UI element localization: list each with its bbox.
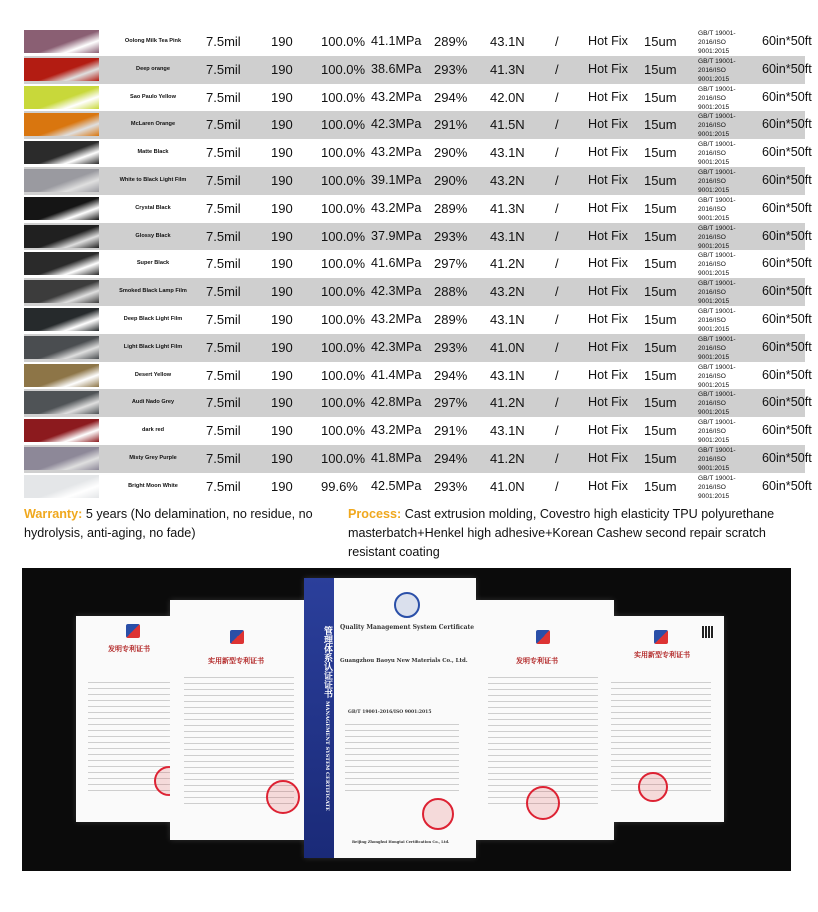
roll-size-cell: 60in*50ft [762,89,812,104]
elongation-cell: 289% [434,34,468,49]
density-cell: 190 [271,228,293,244]
table-row [24,362,812,390]
table-row [24,223,812,251]
separator-cell: / [555,145,559,161]
red-seal-icon [266,780,300,814]
certificate-company: Guangzhou Baoyu New Materials Co., Ltd. [340,658,468,664]
warranty-text: 5 years (No delamination, no residue, no hydrolysis, anti-aging, no fade) [24,507,313,540]
coverage-cell: 100.0% [321,117,366,133]
density-cell: 190 [271,61,293,77]
roll-size-cell: 60in*50ft [762,339,812,354]
roll-size-cell: 60in*50ft [762,172,812,187]
table-row [24,278,812,306]
standard-cell: GB/T 19001-2016/ISO 9001:2015 [698,363,736,389]
fix-type-cell: Hot Fix [588,367,628,382]
elongation-cell: 293% [434,339,468,355]
table-row [24,195,812,223]
tensile-strength-cell: 41.4MPa [371,367,422,382]
patent-office-logo-icon [654,630,668,644]
color-swatch [24,141,99,164]
separator-cell: / [555,228,559,244]
standard-cell: GB/T 19001-2016/ISO 9001:2015 [698,280,736,306]
red-seal-icon [526,786,560,820]
density-cell: 190 [271,172,293,188]
separator-cell: / [555,478,559,494]
separator-cell: / [555,172,559,188]
tensile-strength-cell: 41.1MPa [371,34,422,48]
color-swatch [24,197,99,220]
tensile-strength-cell: 41.6MPa [371,256,422,271]
elongation-cell: 289% [434,200,468,216]
peel-force-cell: 41.2N [490,256,525,272]
coverage-cell: 100.0% [321,367,366,383]
roll-size-cell: 60in*50ft [762,478,812,493]
fix-type-cell: Hot Fix [588,117,628,132]
coverage-cell: 100.0% [321,34,366,49]
peel-force-cell: 41.2N [490,395,525,411]
table-row [24,389,812,417]
product-name-cell: Glossy Black [135,232,171,239]
fix-type-cell: Hot Fix [588,395,628,410]
thickness-cell: 7.5mil [206,117,241,133]
coating-thickness-cell: 15um [644,228,677,244]
product-name-cell: Bright Moon White [128,482,178,489]
warranty-note [24,505,344,543]
invention-patent-certificate-right [474,600,614,840]
standard-cell: GB/T 19001-2016/ISO 9001:2015 [698,391,736,417]
coating-thickness-cell: 15um [644,311,677,327]
table-row [24,84,812,112]
standard-cell: GB/T 19001-2016/ISO 9001:2015 [698,307,736,333]
density-cell: 190 [271,395,293,411]
tensile-strength-cell: 37.9MPa [371,228,422,243]
thickness-cell: 7.5mil [206,339,241,355]
color-swatch [24,113,99,136]
product-name-cell: Super Black [136,260,170,267]
coating-thickness-cell: 15um [644,395,677,411]
coverage-cell: 100.0% [321,89,366,105]
standard-cell: GB/T 19001-2016/ISO 9001:2015 [698,57,736,83]
red-seal-icon [422,798,454,830]
color-swatch [24,475,99,498]
coating-thickness-cell: 15um [644,61,677,77]
product-name-cell: dark red [141,427,165,434]
color-swatch [24,225,99,248]
separator-cell: / [555,311,559,327]
table-row [24,167,812,195]
separator-cell: / [555,200,559,216]
separator-cell: / [555,450,559,466]
elongation-cell: 293% [434,478,468,494]
thickness-cell: 7.5mil [206,450,241,466]
product-name-cell: Matte Black [137,149,169,156]
roll-size-cell: 60in*50ft [762,228,812,243]
peel-force-cell: 41.0N [490,339,525,355]
thickness-cell: 7.5mil [206,256,241,272]
coverage-cell: 100.0% [321,145,366,161]
peel-force-cell: 41.3N [490,200,525,216]
coating-thickness-cell: 15um [644,200,677,216]
certificate-title: 实用新型专利证书 [208,656,264,665]
density-cell: 190 [271,367,293,383]
standard-cell: GB/T 19001-2016/ISO 9001:2015 [698,419,736,445]
standard-cell: GB/T 19001-2016/ISO 9001:2015 [698,168,736,194]
coating-thickness-cell: 15um [644,34,677,49]
standard-cell: GB/T 19001-2016/ISO 9001:2015 [698,335,736,361]
roll-size-cell: 60in*50ft [762,145,812,160]
standard-cell: GB/T 19001-2016/ISO 9001:2015 [698,85,736,111]
process-label: Process: [348,507,402,521]
thickness-cell: 7.5mil [206,395,241,411]
tensile-strength-cell: 42.3MPa [371,339,422,354]
elongation-cell: 294% [434,450,468,466]
elongation-cell: 291% [434,117,468,133]
separator-cell: / [555,395,559,411]
color-swatch [24,391,99,414]
roll-size-cell: 60in*50ft [762,34,812,48]
standard-cell: GB/T 19001-2016/ISO 9001:2015 [698,474,736,500]
standard-cell: GB/T 19001-2016/ISO 9001:2015 [698,30,736,55]
color-swatch [24,308,99,331]
peel-force-cell: 43.1N [490,311,525,327]
utility-patent-certificate-left [170,600,308,840]
certificate-side-banner [304,578,334,858]
process-note [348,505,788,562]
separator-cell: / [555,61,559,77]
peel-force-cell: 43.1N [490,423,525,439]
elongation-cell: 293% [434,228,468,244]
thickness-cell: 7.5mil [206,200,241,216]
color-swatch [24,169,99,192]
elongation-cell: 294% [434,367,468,383]
product-name-cell: Deep Black Light Film [123,315,183,322]
peel-force-cell: 43.2N [490,284,525,300]
coating-thickness-cell: 15um [644,423,677,439]
coating-thickness-cell: 15um [644,172,677,188]
standard-cell: GB/T 19001-2016/ISO 9001:2015 [698,224,736,250]
thickness-cell: 7.5mil [206,61,241,77]
coverage-cell: 100.0% [321,256,366,272]
coating-thickness-cell: 15um [644,284,677,300]
fix-type-cell: Hot Fix [588,61,628,76]
coating-thickness-cell: 15um [644,256,677,272]
table-row [24,56,812,84]
color-swatch [24,252,99,275]
tensile-strength-cell: 43.2MPa [371,311,422,326]
color-swatch [24,280,99,303]
density-cell: 190 [271,450,293,466]
coating-thickness-cell: 15um [644,450,677,466]
table-row [24,473,812,501]
coating-thickness-cell: 15um [644,478,677,494]
table-row [24,111,812,139]
density-cell: 190 [271,89,293,105]
tensile-strength-cell: 42.3MPa [371,284,422,299]
tensile-strength-cell: 42.5MPa [371,478,422,493]
product-name-cell: Crystal Black [135,204,171,211]
certificate-title: 实用新型专利证书 [634,650,690,659]
elongation-cell: 289% [434,311,468,327]
elongation-cell: 290% [434,172,468,188]
table-row [24,445,812,473]
quality-management-certificate [304,578,476,858]
product-name-cell: Sao Paulo Yellow [130,93,176,100]
certificate-title: 发明专利证书 [516,656,558,665]
thickness-cell: 7.5mil [206,228,241,244]
density-cell: 190 [271,256,293,272]
tensile-strength-cell: 43.2MPa [371,145,422,160]
thickness-cell: 7.5mil [206,34,241,49]
table-row [24,250,812,278]
separator-cell: / [555,284,559,300]
warranty-label: Warranty: [24,507,83,521]
product-name-cell: Misty Grey Purple [129,454,177,461]
product-name-cell: Desert Yellow [134,371,172,378]
elongation-cell: 291% [434,423,468,439]
table-row [24,28,812,56]
tensile-strength-cell: 41.8MPa [371,450,422,465]
fix-type-cell: Hot Fix [588,284,628,299]
coverage-cell: 99.6% [321,478,358,494]
elongation-cell: 293% [434,61,468,77]
color-swatch [24,364,99,387]
product-name-cell: Smoked Black Lamp Film [119,288,187,295]
standard-cell: GB/T 19001-2016/ISO 9001:2015 [698,252,736,278]
separator-cell: / [555,34,559,49]
color-swatch [24,447,99,470]
fix-type-cell: Hot Fix [588,145,628,160]
patent-office-logo-icon [536,630,550,644]
peel-force-cell: 41.3N [490,61,525,77]
thickness-cell: 7.5mil [206,284,241,300]
fix-type-cell: Hot Fix [588,478,628,493]
product-name-cell: White to Black Light Film [119,176,187,183]
density-cell: 190 [271,339,293,355]
roll-size-cell: 60in*50ft [762,200,812,215]
separator-cell: / [555,423,559,439]
fix-type-cell: Hot Fix [588,311,628,326]
coverage-cell: 100.0% [321,450,366,466]
thickness-cell: 7.5mil [206,478,241,494]
utility-patent-certificate-right [598,616,724,822]
tensile-strength-cell: 43.2MPa [371,423,422,438]
color-swatch [24,419,99,442]
roll-size-cell: 60in*50ft [762,311,812,326]
fix-type-cell: Hot Fix [588,89,628,104]
density-cell: 190 [271,117,293,133]
coverage-cell: 100.0% [321,423,366,439]
patent-office-logo-icon [126,624,140,638]
coverage-cell: 100.0% [321,228,366,244]
certificate-title: Quality Management System Certificate [340,624,475,631]
roll-size-cell: 60in*50ft [762,423,812,438]
roll-size-cell: 60in*50ft [762,367,812,382]
elongation-cell: 288% [434,284,468,300]
table-row [24,139,812,167]
coverage-cell: 100.0% [321,311,366,327]
color-swatch [24,86,99,109]
coating-thickness-cell: 15um [644,117,677,133]
color-swatch [24,30,99,53]
peel-force-cell: 43.1N [490,367,525,383]
peel-force-cell: 42.0N [490,89,525,105]
density-cell: 190 [271,200,293,216]
fix-type-cell: Hot Fix [588,228,628,243]
density-cell: 190 [271,284,293,300]
fix-type-cell: Hot Fix [588,450,628,465]
certificate-issuer: Beijing Zhonghui Hongtai Certification Co., Ltd. [352,840,450,844]
separator-cell: / [555,256,559,272]
table-row [24,334,812,362]
certificate-side-title-en: MANAGEMENT SYSTEM CERTIFICATE [324,700,330,811]
standard-cell: GB/T 19001-2016/ISO 9001:2015 [698,113,736,139]
standard-cell: GB/T 19001-2016/ISO 9001:2015 [698,446,736,472]
tensile-strength-cell: 42.8MPa [371,395,422,410]
fix-type-cell: Hot Fix [588,339,628,354]
coating-thickness-cell: 15um [644,145,677,161]
peel-force-cell: 43.1N [490,145,525,161]
separator-cell: / [555,367,559,383]
roll-size-cell: 60in*50ft [762,61,812,76]
density-cell: 190 [271,478,293,494]
tensile-strength-cell: 43.2MPa [371,200,422,215]
color-swatch [24,336,99,359]
density-cell: 190 [271,34,293,49]
density-cell: 190 [271,311,293,327]
fix-type-cell: Hot Fix [588,172,628,187]
table-row [24,417,812,445]
fix-type-cell: Hot Fix [588,423,628,438]
coverage-cell: 100.0% [321,284,366,300]
peel-force-cell: 43.1N [490,228,525,244]
roll-size-cell: 60in*50ft [762,117,812,132]
tensile-strength-cell: 42.3MPa [371,117,422,132]
peel-force-cell: 41.0N [490,478,525,494]
coverage-cell: 100.0% [321,61,366,77]
certificate-title: 发明专利证书 [108,644,150,653]
separator-cell: / [555,89,559,105]
certificate-text-lines [345,724,459,794]
red-seal-icon [638,772,668,802]
coating-thickness-cell: 15um [644,89,677,105]
elongation-cell: 294% [434,89,468,105]
tensile-strength-cell: 39.1MPa [371,172,422,187]
tensile-strength-cell: 43.2MPa [371,89,422,104]
fix-type-cell: Hot Fix [588,200,628,215]
coverage-cell: 100.0% [321,395,366,411]
elongation-cell: 290% [434,145,468,161]
elongation-cell: 297% [434,395,468,411]
fix-type-cell: Hot Fix [588,34,628,48]
coverage-cell: 100.0% [321,172,366,188]
standard-cell: GB/T 19001-2016/ISO 9001:2015 [698,141,736,167]
roll-size-cell: 60in*50ft [762,256,812,271]
roll-size-cell: 60in*50ft [762,284,812,299]
standard-cell: GB/T 19001-2016/ISO 9001:2015 [698,196,736,222]
product-name-cell: McLaren Orange [130,121,176,128]
certificate-side-title: 管理体系认证证书 [322,625,332,698]
coverage-cell: 100.0% [321,339,366,355]
thickness-cell: 7.5mil [206,89,241,105]
certificate-standard: GB/T 19001-2016/ISO 9001:2015 [348,710,432,715]
product-name-cell: Audi Nado Grey [131,399,175,406]
peel-force-cell: 41.5N [490,117,525,133]
roll-size-cell: 60in*50ft [762,395,812,410]
density-cell: 190 [271,145,293,161]
separator-cell: / [555,117,559,133]
fix-type-cell: Hot Fix [588,256,628,271]
product-name-cell: Light Black Light Film [123,343,183,350]
peel-force-cell: 43.2N [490,172,525,188]
process-text: Cast extrusion molding, Covestro high elasticity TPU polyurethane masterbatch+Henkel high adhesive+Korean Cashew second repair scratch resistant coating [348,507,775,559]
thickness-cell: 7.5mil [206,311,241,327]
roll-size-cell: 60in*50ft [762,450,812,465]
product-name-cell: Deep orange [136,65,170,72]
tensile-strength-cell: 38.6MPa [371,61,422,76]
product-name-cell: Oolong Milk Tea Pink [124,38,182,44]
peel-force-cell: 43.1N [490,34,525,49]
peel-force-cell: 41.2N [490,450,525,466]
qr-code-icon [702,626,714,638]
density-cell: 190 [271,423,293,439]
patent-office-logo-icon [230,630,244,644]
certificates-panel [22,568,791,871]
thickness-cell: 7.5mil [206,423,241,439]
coating-thickness-cell: 15um [644,367,677,383]
thickness-cell: 7.5mil [206,367,241,383]
coating-thickness-cell: 15um [644,339,677,355]
globe-logo-icon [394,592,420,618]
elongation-cell: 297% [434,256,468,272]
separator-cell: / [555,339,559,355]
coverage-cell: 100.0% [321,200,366,216]
product-spec-table [24,28,812,501]
color-swatch [24,58,99,81]
thickness-cell: 7.5mil [206,145,241,161]
thickness-cell: 7.5mil [206,172,241,188]
table-row [24,306,812,334]
